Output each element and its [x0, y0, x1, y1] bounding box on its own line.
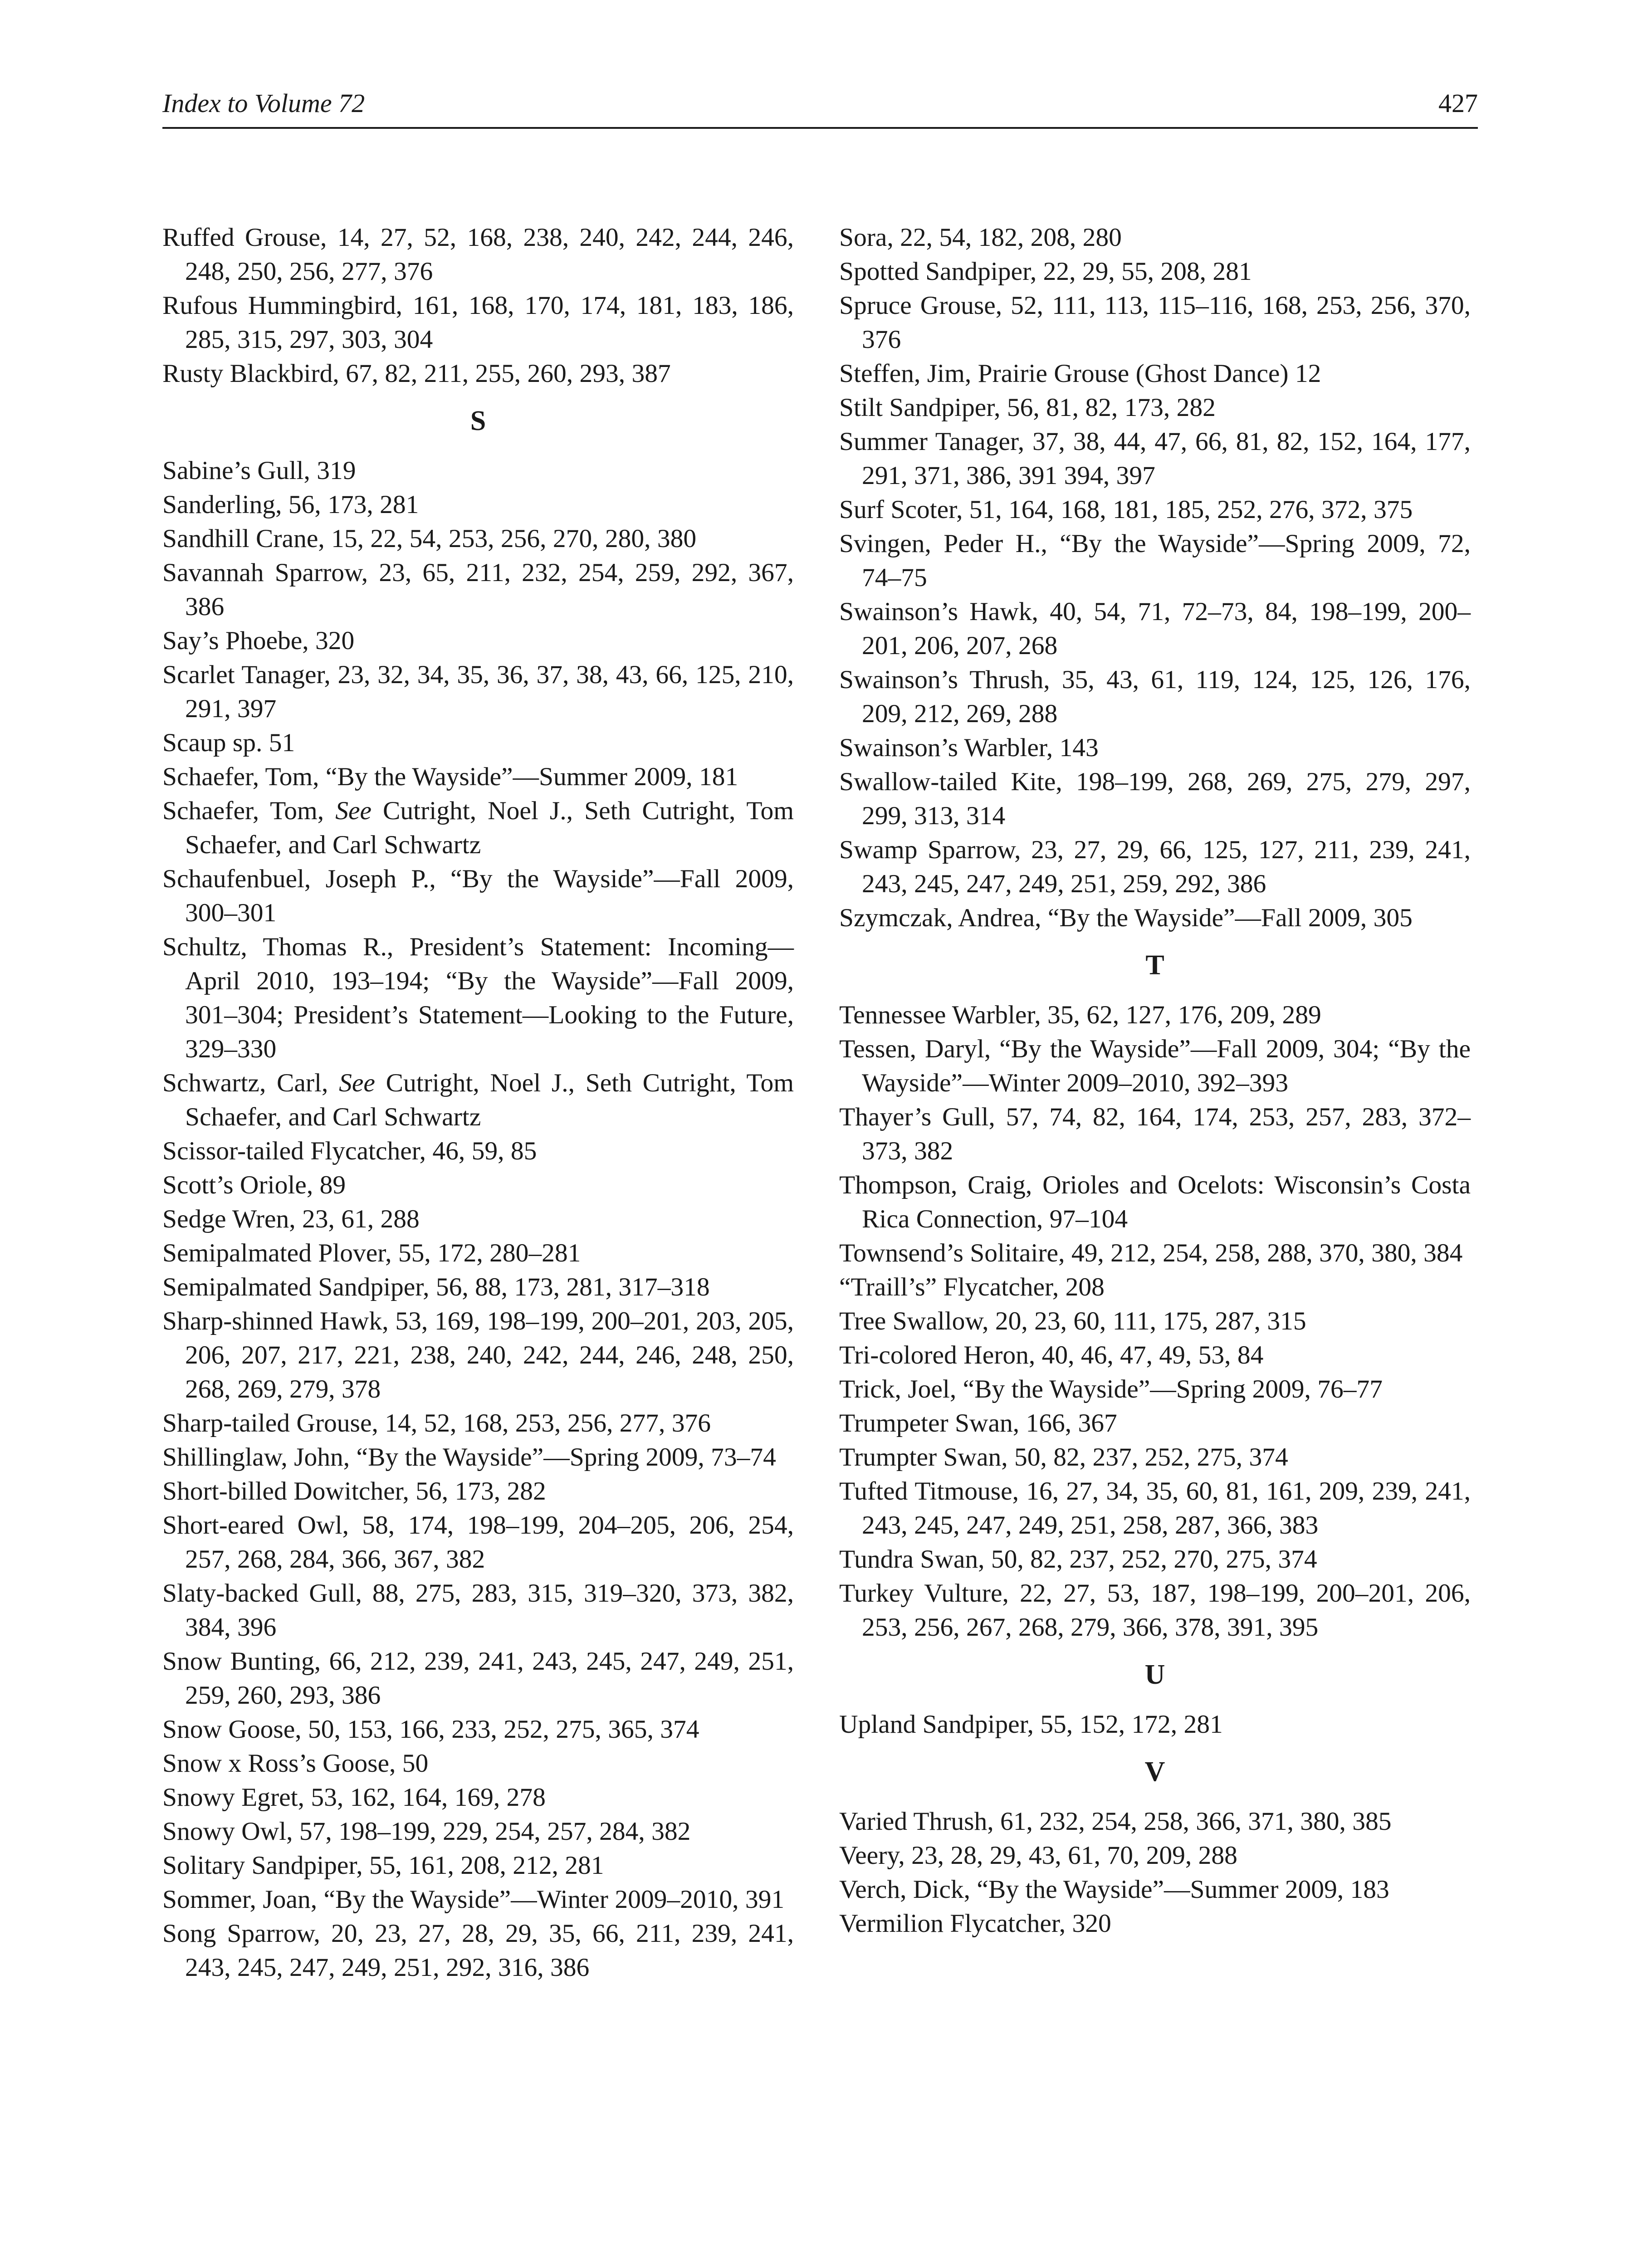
index-entry: Veery, 23, 28, 29, 43, 61, 70, 209, 288	[839, 1841, 1237, 1870]
index-entry: Tri-colored Heron, 40, 46, 47, 49, 53, 84	[839, 1341, 1264, 1369]
entry-group	[162, 862, 794, 1066]
index-entry: Scott’s Oriole, 89	[162, 1171, 346, 1199]
index-entry: Steffen, Jim, Prairie Grouse (Ghost Dance) 12	[839, 359, 1321, 388]
index-entry: Schaefer, Tom, “By the Wayside”—Summer 2009, 181	[162, 763, 738, 791]
index-entry: Sharp-tailed Grouse, 14, 52, 168, 253, 256, 277, 376	[162, 1409, 711, 1437]
running-header	[162, 86, 1478, 129]
index-entry: Song Sparrow, 20, 23, 27, 28, 29, 35, 66, 211, 239, 241, 243, 245, 247, 249, 251, 292, 316, 386	[162, 1919, 794, 1982]
index-entry: Sanderling, 56, 173, 281	[162, 490, 419, 519]
entry-group	[162, 220, 794, 391]
page-number: 427	[1438, 88, 1478, 118]
index-entry: Swamp Sparrow, 23, 27, 29, 66, 125, 127, 211, 239, 241, 243, 245, 247, 249, 251, 259, 292, 386	[839, 836, 1471, 898]
index-entry: Sandhill Crane, 15, 22, 54, 253, 256, 270, 280, 380	[162, 524, 697, 553]
entry-text: Schaefer, Tom,	[162, 797, 336, 825]
index-entry: Swainson’s Thrush, 35, 43, 61, 119, 124, 125, 126, 176, 209, 212, 269, 288	[839, 665, 1471, 728]
see-reference: See	[335, 797, 372, 825]
index-entry: Scarlet Tanager, 23, 32, 34, 35, 36, 37, 38, 43, 66, 125, 210, 291, 397	[162, 660, 794, 723]
running-title: Index to Volume 72	[162, 88, 365, 118]
index-entry: Svingen, Peder H., “By the Wayside”—Spring 2009, 72, 74–75	[839, 529, 1471, 592]
index-entry: Swainson’s Hawk, 40, 54, 71, 72–73, 84, 198–199, 200–201, 206, 207, 268	[839, 597, 1471, 660]
entry-group	[839, 220, 1471, 935]
index-entry: Townsend’s Solitaire, 49, 212, 254, 258, 288, 370, 380, 384	[839, 1239, 1463, 1267]
index-entry: Spotted Sandpiper, 22, 29, 55, 208, 281	[839, 257, 1252, 286]
index-entry: Tree Swallow, 20, 23, 60, 111, 175, 287, 315	[839, 1307, 1306, 1335]
index-entry: Upland Sandpiper, 55, 152, 172, 281	[839, 1710, 1223, 1739]
index-entry: Scaup sp. 51	[162, 728, 295, 757]
index-entry: Sharp-shinned Hawk, 53, 169, 198–199, 200–201, 203, 205, 206, 207, 217, 221, 238, 240, 242, 244, 246, 248, 250, 268, 269, 279, 378	[162, 1307, 794, 1403]
entry-group	[162, 454, 794, 794]
entry-text: Cutright, Noel J., Seth Cutright, Tom Schaefer, and Carl Schwartz	[185, 1069, 794, 1131]
index-entry: Semipalmated Plover, 55, 172, 280–281	[162, 1239, 581, 1267]
index-column-left	[162, 220, 794, 1984]
index-entry: Tennessee Warbler, 35, 62, 127, 176, 209, 289	[839, 1001, 1321, 1029]
index-entry: Snowy Owl, 57, 198–199, 229, 254, 257, 284, 382	[162, 1817, 691, 1846]
index-entry: Stilt Sandpiper, 56, 81, 82, 173, 282	[839, 393, 1216, 422]
index-entry: Sabine’s Gull, 319	[162, 456, 356, 485]
index-entry: Szymczak, Andrea, “By the Wayside”—Fall 2009, 305	[839, 904, 1413, 932]
index-entry: Savannah Sparrow, 23, 65, 211, 232, 254, 259, 292, 367, 386	[162, 558, 794, 621]
index-entry: Verch, Dick, “By the Wayside”—Summer 2009, 183	[839, 1875, 1389, 1904]
letter-heading-s: S	[470, 406, 486, 436]
index-entry: Slaty-backed Gull, 88, 275, 283, 315, 319–320, 373, 382, 384, 396	[162, 1579, 794, 1642]
letter-heading-t: T	[1145, 950, 1164, 981]
letter-heading-v: V	[1144, 1756, 1165, 1787]
index-entry: Sommer, Joan, “By the Wayside”—Winter 2009–2010, 391	[162, 1885, 785, 1914]
index-entry: Snowy Egret, 53, 162, 164, 169, 278	[162, 1783, 546, 1812]
index-entry: Trumpeter Swan, 166, 367	[839, 1409, 1117, 1437]
index-entry: Short-eared Owl, 58, 174, 198–199, 204–205, 206, 254, 257, 268, 284, 366, 367, 382	[162, 1511, 794, 1574]
index-entry: Scissor-tailed Flycatcher, 46, 59, 85	[162, 1137, 537, 1165]
index-entry: Schaufenbuel, Joseph P., “By the Wayside”—Fall 2009, 300–301	[162, 865, 794, 927]
index-entry: Thayer’s Gull, 57, 74, 82, 164, 174, 253, 257, 283, 372–373, 382	[839, 1103, 1471, 1165]
index-entry: Vermilion Flycatcher, 320	[839, 1909, 1111, 1938]
index-entry: Snow x Ross’s Goose, 50	[162, 1749, 429, 1778]
see-reference: See	[339, 1069, 375, 1097]
index-entry	[162, 794, 794, 862]
letter-heading-u: U	[1144, 1659, 1165, 1690]
index-entry: Solitary Sandpiper, 55, 161, 208, 212, 281	[162, 1851, 604, 1880]
index-entry: Swallow-tailed Kite, 198–199, 268, 269, 275, 279, 297, 299, 313, 314	[839, 767, 1471, 830]
index-entry: Swainson’s Warbler, 143	[839, 733, 1099, 762]
index-entry: Schultz, Thomas R., President’s Statement: Incoming—April 2010, 193–194; “By the Wayside”—Fall 2009, 301–304; President’s Statement—Looking to the Future, 329–330	[162, 933, 794, 1063]
index-entry: Rufous Hummingbird, 161, 168, 170, 174, 181, 183, 186, 285, 315, 297, 303, 304	[162, 291, 794, 354]
index-entry: Tessen, Daryl, “By the Wayside”—Fall 2009, 304; “By the Wayside”—Winter 2009–2010, 392–393	[839, 1035, 1471, 1097]
index-entry: Short-billed Dowitcher, 56, 173, 282	[162, 1477, 546, 1505]
index-entry: Sora, 22, 54, 182, 208, 280	[839, 223, 1122, 252]
index-entry: Say’s Phoebe, 320	[162, 626, 355, 655]
index-entry: Rusty Blackbird, 67, 82, 211, 255, 260, 293, 387	[162, 359, 671, 388]
index-entry: Snow Bunting, 66, 212, 239, 241, 243, 245, 247, 249, 251, 259, 260, 293, 386	[162, 1647, 794, 1710]
entry-group	[162, 1134, 794, 1984]
index-entry: Turkey Vulture, 22, 27, 53, 187, 198–199, 200–201, 206, 253, 256, 267, 268, 279, 366, 378, 391, 395	[839, 1579, 1471, 1642]
index-entry: Trumpter Swan, 50, 82, 237, 252, 275, 374	[839, 1443, 1288, 1471]
index-entry: Trick, Joel, “By the Wayside”—Spring 2009, 76–77	[839, 1375, 1383, 1403]
index-entry: Surf Scoter, 51, 164, 168, 181, 185, 252, 276, 372, 375	[839, 495, 1413, 524]
index-entry: “Traill’s” Flycatcher, 208	[839, 1273, 1105, 1301]
index-entry	[162, 1066, 794, 1134]
index-entry: Semipalmated Sandpiper, 56, 88, 173, 281, 317–318	[162, 1273, 710, 1301]
entry-text: Schwartz, Carl,	[162, 1069, 339, 1097]
entry-group	[839, 998, 1471, 1644]
index-entry: Shillinglaw, John, “By the Wayside”—Spring 2009, 73–74	[162, 1443, 776, 1471]
index-entry: Ruffed Grouse, 14, 27, 52, 168, 238, 240, 242, 244, 246, 248, 250, 256, 277, 376	[162, 223, 794, 286]
entry-group	[839, 1707, 1471, 1741]
index-entry: Varied Thrush, 61, 232, 254, 258, 366, 371, 380, 385	[839, 1807, 1392, 1836]
index-entry: Snow Goose, 50, 153, 166, 233, 252, 275, 365, 374	[162, 1715, 699, 1744]
index-entry: Summer Tanager, 37, 38, 44, 47, 66, 81, 82, 152, 164, 177, 291, 371, 386, 391 394, 397	[839, 427, 1471, 490]
index-column-right	[839, 220, 1471, 1941]
index-entry: Thompson, Craig, Orioles and Ocelots: Wisconsin’s Costa Rica Connection, 97–104	[839, 1171, 1471, 1233]
index-entry: Spruce Grouse, 52, 111, 113, 115–116, 168, 253, 256, 370, 376	[839, 291, 1471, 354]
index-entry: Tundra Swan, 50, 82, 237, 252, 270, 275, 374	[839, 1545, 1317, 1574]
index-entry: Sedge Wren, 23, 61, 288	[162, 1205, 420, 1233]
entry-text: Cutright, Noel J., Seth Cutright, Tom Schaefer, and Carl Schwartz	[185, 797, 794, 859]
entry-group	[839, 1804, 1471, 1941]
index-entry: Tufted Titmouse, 16, 27, 34, 35, 60, 81, 161, 209, 239, 241, 243, 245, 247, 249, 251, 258, 287, 366, 383	[839, 1477, 1471, 1540]
